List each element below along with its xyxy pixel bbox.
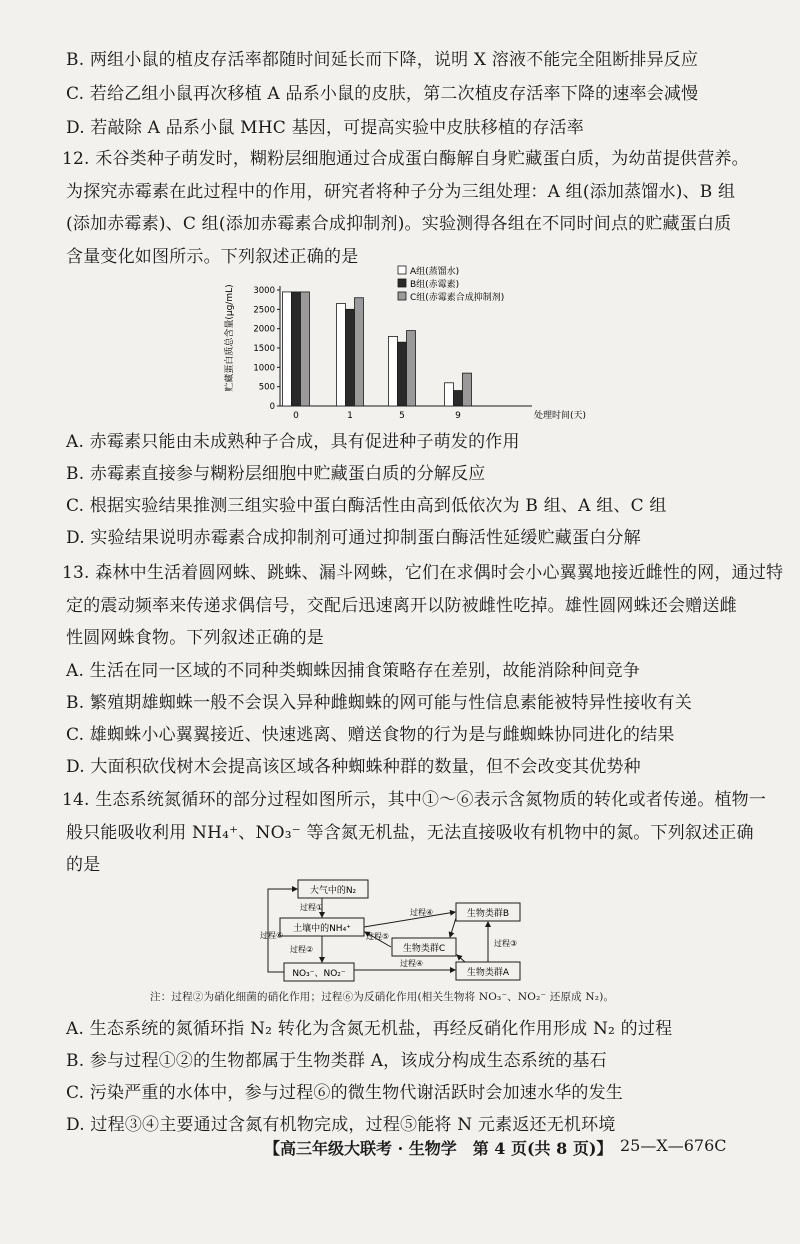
q12-bar-chart [222, 258, 682, 430]
process-1-label: 过程① [300, 903, 324, 912]
y-tick-label-6: 3000 [253, 286, 275, 296]
q12-stem-line-1: 12. 禾谷类种子萌发时，糊粉层细胞通过合成蛋白酶解自身贮藏蛋白质，为幼苗提供营养。 [62, 149, 749, 169]
x-tick-label-2: 5 [399, 411, 405, 421]
q14-option-b: B. 参与过程①②的生物都属于生物类群 A，该成分构成生态系统的基石 [66, 1051, 607, 1071]
process-2-label: 过程② [290, 945, 314, 954]
q13-stem-line-2: 定的震动频率来传递求偶信号，交配后迅速离开以防被雌性吃掉。雄性圆网蛛还会赠送雌 [66, 596, 737, 616]
process-3-label: 过程③ [494, 939, 518, 948]
q12-option-c: C. 根据实验结果推测三组实验中蛋白酶活性由高到低依次为 B 组、A 组、C 组 [66, 496, 667, 516]
q12-stem-line-3: (添加赤霉素)、C 组(添加赤霉素合成抑制剂)。实验测得各组在不同时间点的贮藏蛋白质 [66, 214, 732, 234]
box-group-b-label: 生物类群B [466, 909, 510, 919]
process-4-upper-label: 过程④ [410, 908, 434, 917]
process-4-lower-label: 过程④ [400, 959, 424, 968]
q14-option-a: A. 生态系统的氮循环指 N₂ 转化为含氮无机盐，再经反硝化作用形成 N₂ 的过程 [66, 1019, 673, 1039]
box-soil-nh4-label: 土壤中的NH₄⁺ [293, 924, 351, 934]
process-6-label: 过程⑥ [260, 931, 284, 940]
legend-label-1: B组(赤霉素) [410, 280, 460, 290]
q13-stem-line-1: 13. 森林中生活着圆网蛛、跳蛛、漏斗网蛛，它们在求偶时会小心翼翼地接近雌性的网，通过特 [62, 563, 784, 583]
process-5-label: 过程⑤ [366, 932, 390, 941]
bar-5-2 [407, 331, 416, 406]
legend-swatch-0 [398, 266, 406, 274]
prev-option-c: C. 若给乙组小鼠再次移植 A 品系小鼠的皮肤，第二次植皮存活率下降的速率会减慢 [66, 84, 699, 104]
bar-9-1 [454, 391, 463, 406]
q12-option-b: B. 赤霉素直接参与糊粉层细胞中贮藏蛋白质的分解反应 [66, 464, 486, 484]
nitrogen-cycle-diagram [260, 878, 580, 988]
page-footer-code: 25—X—676C [620, 1136, 727, 1155]
y-tick-label-0: 0 [269, 402, 275, 412]
legend-swatch-1 [398, 279, 406, 287]
legend-label-0: A组(蒸馏水) [410, 267, 460, 277]
q13-stem-line-3: 性圆网蛛食物。下列叙述正确的是 [66, 628, 324, 648]
page-footer-title: 【高三年级大联考 · 生物学 第 4 页(共 8 页)】 [264, 1139, 613, 1158]
y-tick-label-4: 2000 [253, 324, 275, 335]
q14-stem-line-2: 般只能吸收利用 NH₄⁺、NO₃⁻ 等含氮无机盐，无法直接吸收有机物中的氮。下列叙述正确 [66, 823, 754, 843]
arrow-b-to-c [450, 918, 456, 937]
q12-option-a: A. 赤霉素只能由未成熟种子合成，具有促进种子萌发的作用 [66, 432, 520, 452]
x-tick-label-0: 0 [293, 411, 299, 421]
box-group-a-label: 生物类群A [466, 968, 510, 978]
q14-option-d: D. 过程③④主要通过含氮有机物完成，过程⑤能将 N 元素返还无机环境 [66, 1115, 616, 1135]
q13-option-d: D. 大面积砍伐树木会提高该区域各种蜘蛛种群的数量，但不会改变其优势种 [66, 757, 641, 777]
prev-option-d: D. 若敲除 A 品系小鼠 MHC 基因，可提高实验中皮肤移植的存活率 [66, 118, 584, 138]
y-tick-label-3: 1500 [253, 344, 275, 354]
q13-option-c: C. 雄蜘蛛小心翼翼接近、快速逃离、赠送食物的行为是与雌蜘蛛协同进化的结果 [66, 725, 675, 745]
q14-diagram-note: 注：过程②为硝化细菌的硝化作用；过程⑥为反硝化作用(相关生物将 NO₃⁻、NO₂⁻ 还原成 N₂)。 [150, 991, 615, 1003]
bar-0-2 [301, 292, 310, 406]
bar-1-2 [355, 298, 364, 406]
q12-stem-line-2: 为探究赤霉素在此过程中的作用，研究者将种子分为三组处理：A 组(添加蒸馏水)、B 组 [66, 182, 736, 202]
x-axis-label: 处理时间(天) [534, 411, 587, 421]
y-tick-label-5: 2500 [253, 305, 275, 316]
q13-option-a: A. 生活在同一区域的不同种类蜘蛛因捕食策略存在差别，故能消除种间竞争 [66, 661, 641, 681]
q12-option-d: D. 实验结果说明赤霉素合成抑制剂可通过抑制蛋白酶活性延缓贮藏蛋白分解 [66, 528, 641, 548]
y-axis-label: 贮藏蛋白质总含量(μg/mL) [225, 284, 235, 392]
box-group-c-label: 生物类群C [402, 944, 446, 954]
bar-0-1 [292, 292, 301, 406]
arrow-a-to-c [457, 955, 465, 962]
q14-stem-line-3: 的是 [66, 855, 101, 875]
bar-1-1 [346, 309, 355, 406]
bar-9-0 [445, 383, 454, 406]
y-tick-label-2: 1000 [253, 363, 275, 374]
bar-5-1 [398, 342, 407, 406]
prev-option-b: B. 两组小鼠的植皮存活率都随时间延长而下降，说明 X 溶液不能完全阻断排异反应 [66, 50, 699, 70]
q14-option-c: C. 污染严重的水体中，参与过程⑥的微生物代谢活跃时会加速水华的发生 [66, 1083, 624, 1103]
y-tick-label-1: 500 [258, 382, 275, 393]
bar-1-0 [337, 304, 346, 406]
q13-option-b: B. 繁殖期雄蜘蛛一般不会误入异种雌蜘蛛的网可能与性信息素能被特异性接收有关 [66, 693, 692, 713]
legend-swatch-2 [398, 292, 406, 300]
bar-0-0 [283, 292, 292, 406]
x-tick-label-1: 1 [347, 411, 353, 421]
box-atmosphere-n2-label: 大气中的N₂ [309, 886, 357, 896]
box-nitrate-nitrite-label: NO₃⁻、NO₂⁻ [292, 969, 346, 979]
legend-label-2: C组(赤霉素合成抑制剂) [410, 293, 505, 303]
x-tick-label-3: 9 [455, 411, 461, 421]
bar-5-0 [389, 336, 398, 406]
bar-9-2 [463, 373, 472, 406]
q14-stem-line-1: 14. 生态系统氮循环的部分过程如图所示，其中①～⑥表示含氮物质的转化或者传递。植物一 [62, 790, 767, 810]
q12-stem-line-4: 含量变化如图所示。下列叙述正确的是 [66, 247, 359, 267]
